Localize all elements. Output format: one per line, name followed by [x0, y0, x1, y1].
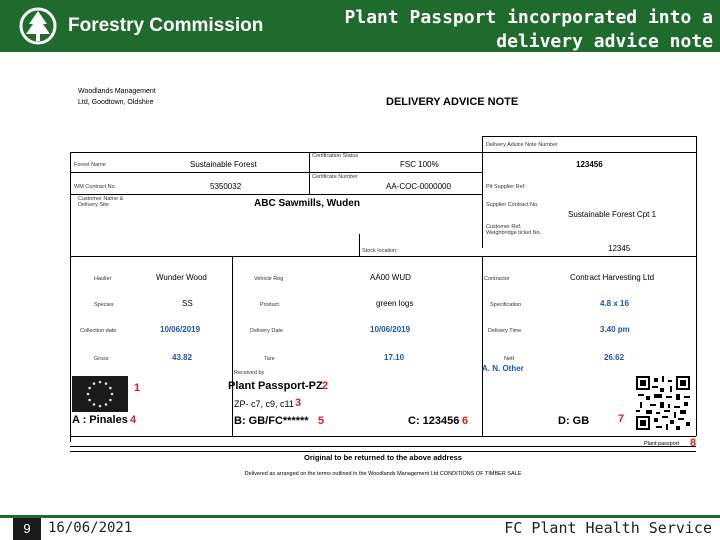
delivery-time-label: Delivery Time: [488, 328, 522, 334]
pit-supplier-ref-label: Pit Supplier Ref:: [486, 184, 526, 190]
divider: [482, 136, 696, 137]
company-line-1: Woodlands Management: [78, 88, 156, 95]
doc-title: DELIVERY ADVICE NOTE: [386, 96, 519, 108]
divider: [70, 172, 482, 173]
divider: [359, 234, 360, 256]
nett-value: 26.62: [604, 353, 625, 362]
divider: [696, 256, 697, 436]
conditions-of-sale: Delivered as arranged on the terms outlined in the Woodlands Management Ltd CONDITIONS OF TIMBER SALE: [244, 471, 522, 477]
specification-label: Specification: [490, 302, 522, 308]
footer-service: FC Plant Health Service: [504, 519, 712, 537]
field-a-botanical-name: A : Pinales: [72, 414, 128, 426]
received-by-value: A. N. Other: [482, 364, 524, 373]
passport-number-7: 7: [618, 413, 625, 425]
species-value: SS: [182, 299, 193, 308]
divider: [482, 256, 483, 436]
field-d-origin: D: GB: [558, 415, 590, 427]
customer-name-value: ABC Sawmills, Wuden: [254, 198, 360, 209]
gross-label: Gross: [94, 356, 109, 362]
passport-number-4: 4: [130, 414, 137, 426]
divider: [70, 152, 696, 153]
field-c-traceability: C: 123456: [408, 415, 460, 427]
plant-passport-title: Plant Passport-PZ: [228, 380, 323, 392]
tare-label: Tare: [264, 356, 275, 362]
company-line-2: Ltd, Goodtown, Oldshire: [78, 99, 154, 106]
certification-status-value: FSC 100%: [400, 160, 439, 169]
delivery-date-label: Delivery Date: [250, 328, 284, 334]
stock-location-label: Stock location:: [362, 248, 398, 254]
delivery-advice-note: [64, 74, 704, 494]
passport-number-8: 8: [690, 437, 697, 449]
divider: [70, 451, 696, 452]
divider: [70, 194, 482, 195]
collection-date-value: 10/06/2019: [160, 325, 201, 334]
forest-name-label: Forest Name: [74, 162, 106, 168]
customer-ticket-value: 12345: [608, 244, 631, 253]
wm-contract-value: 5350032: [210, 182, 242, 191]
return-instructions: Original to be returned to the above address: [304, 453, 462, 462]
haulier-label: Haulier: [94, 276, 112, 282]
gross-value: 43.82: [172, 353, 193, 362]
tree-logo-icon: [18, 6, 62, 46]
customer-name-label: Customer Name & Delivery Site: [78, 196, 124, 208]
divider: [70, 446, 696, 447]
collection-date-label: Collection date: [80, 328, 117, 334]
wm-contract-label: WM Contract No.: [74, 184, 117, 190]
divider: [696, 136, 697, 256]
product-value: green logs: [376, 299, 414, 308]
slide-title: Plant Passport incorporated into a delivery advice note: [344, 7, 713, 52]
supplier-contract-value: Sustainable Forest Cpt 1: [568, 210, 657, 219]
delivery-note-number-value: 123456: [576, 160, 603, 169]
divider: [309, 152, 310, 194]
delivery-time-value: 3.40 pm: [600, 325, 630, 334]
zp-codes: ZP- c7, c9, c11: [234, 399, 294, 409]
passport-number-3: 3: [295, 397, 302, 409]
forest-name-value: Sustainable Forest: [190, 160, 257, 169]
field-b-registration: B: GB/FC******: [234, 415, 309, 427]
logo-text: Forestry Commission: [68, 15, 264, 36]
divider: [70, 152, 71, 442]
contractor-label: Contractor: [484, 276, 510, 282]
species-label: Species: [94, 302, 114, 308]
passport-number-1: 1: [134, 382, 141, 394]
received-by-label: Received by: [234, 370, 265, 376]
eu-flag-icon: [72, 376, 128, 412]
certificate-number-label: Certificate Number: [312, 174, 358, 180]
contractor-value: Contract Harvesting Ltd: [570, 273, 655, 282]
delivery-note-number-label: Delivery Advice Note Number: [486, 142, 558, 148]
tare-value: 17.10: [384, 353, 405, 362]
delivery-date-value: 10/06/2019: [370, 325, 411, 334]
passport-number-6: 6: [462, 415, 469, 427]
vehicle-reg-label: Vehicle Reg: [254, 276, 284, 282]
passport-number-2: 2: [322, 380, 329, 392]
customer-ticket-label: Customer Ref. Weighbridge ticket No.: [486, 224, 542, 236]
certificate-number-value: AA-COC-0000000: [386, 182, 451, 191]
certification-status-label: Certification Status: [312, 153, 359, 159]
divider: [70, 256, 696, 257]
qr-code-icon: [636, 376, 690, 430]
passport-number-5: 5: [318, 415, 325, 427]
header-bar: [0, 0, 720, 52]
footer-date: 16/06/2021: [48, 520, 133, 536]
divider: [70, 436, 696, 437]
divider: [232, 256, 233, 436]
product-label: Product: [260, 302, 279, 308]
vehicle-reg-value: AA00 WUD: [370, 273, 411, 282]
page-number: 9: [13, 518, 41, 540]
haulier-value: Wunder Wood: [156, 273, 207, 282]
company-address: [78, 86, 208, 108]
supplier-contract-label: Supplier Contract No.: [486, 202, 539, 208]
specification-value: 4.8 x 16: [600, 299, 629, 308]
nett-label: Nett: [504, 356, 515, 362]
qr-label: Plant passport: [644, 441, 680, 447]
footer-divider: [0, 515, 720, 518]
